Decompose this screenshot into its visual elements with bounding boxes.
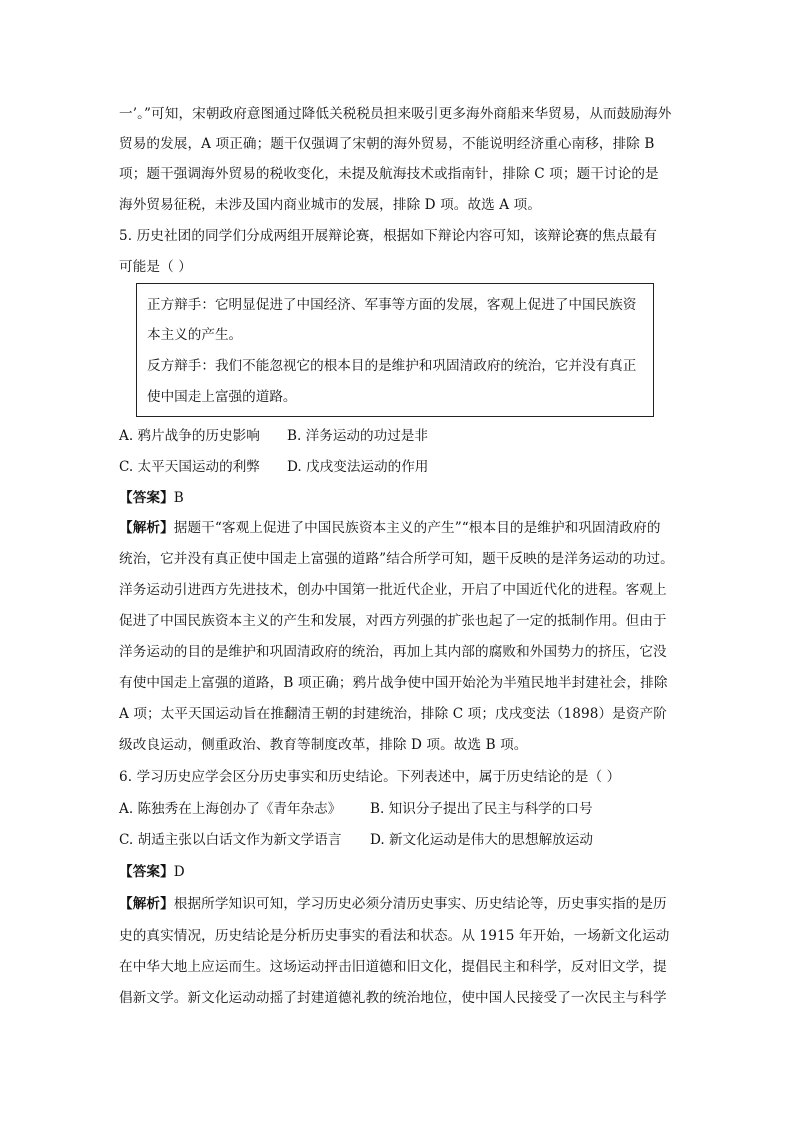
text-line: 海外贸易征税，未涉及国内商业城市的发展，排除 D 项。故选 A 项。 [119,197,542,213]
question-5-stem-cont: 可能是（ ） [119,259,192,275]
question-6-option-a: A. 陈独秀在上海创办了《青年杂志》 [119,801,342,817]
question-6-analysis [119,894,679,914]
question-5-stem: 5. 历史社团的同学们分成两组开展辩论赛，根据如下辩论内容可知，该辩论赛的焦点最有 [119,228,657,244]
question-5-option-c: C. 太平天国运动的利弊 [119,459,260,475]
answer-label: 【答案】 [119,864,174,880]
question-6-option-c: C. 胡适主张以白话文作为新文学语言 [119,832,342,848]
text-line: 项；题干强调海外贸易的税收变化，未提及航海技术或指南针，排除 C 项；题干讨论的是 [119,166,659,182]
answer-label: 【答案】 [119,490,174,506]
analysis-line: 史的真实情况，历史结论是分析历史事实的看法和状态。从 1915 年开始，一场新文化运动 [119,928,670,944]
question-6-option-b: B. 知识分子提出了民主与科学的口号 [370,801,593,817]
debate-line: 反方辩手：我们不能忽视它的根本目的是维护和巩固清政府的统治，它并没有真正 [147,358,637,374]
question-5-option-a: A. 鸦片战争的历史影响 [119,428,260,444]
analysis-line: 统治，它并没有真正使中国走上富强的道路”结合所学可知，题干反映的是洋务运动的功过。 [119,551,674,567]
question-6-option-d: D. 新文化运动是伟大的思想解放运动 [370,832,593,848]
debate-line: 正方辩手：它明显促进了中国经济、军事等方面的发展，客观上促进了中国民族资 [147,297,637,313]
analysis-text: 据题干“客观上促进了中国民族资本主义的产生”“根本目的是维护和巩固清政府的 [173,520,661,536]
question-6-stem: 6. 学习历史应学会区分历史事实和历史结论。下列表述中，属于历史结论的是（ ） [119,769,621,785]
analysis-line: 有使中国走上富强的道路，B 项正确；鸦片战争使中国开始沦为半殖民地半封建社会，排除 [119,675,668,691]
text-line: 一’。”可知，宋朝政府意图通过降低关税税员担来吸引更多海外商船来华贸易，从而鼓励海外 [119,106,672,122]
analysis-text: 根据所学知识可知，学习历史必须分清历史事实、历史结论等，历史事实指的是历 [173,896,667,912]
question-5-option-d: D. 戊戌变法运动的作用 [287,459,429,475]
analysis-line: 促进了中国民族资本主义的产生和发展，对西方列强的扩张也起了一定的抵制作用。但由于 [119,613,667,629]
answer-value: D [173,864,185,880]
analysis-line: A 项；太平天国运动旨在推翻清王朝的封建统治，排除 C 项；戊戌变法（1898）是资产阶 [119,706,667,722]
answer-value: B [173,490,184,506]
question-5-analysis [119,518,679,538]
question-6-answer [119,862,679,882]
analysis-line: 洋务运动引进西方先进技术，创办中国第一批近代企业，开启了中国近代化的进程。客观上 [119,582,667,598]
analysis-label: 【解析】 [119,896,174,912]
analysis-line: 洋务运动的目的是维护和巩固清政府的统治，再加上其内部的腐败和外国势力的挤压，它没 [119,644,667,660]
analysis-label: 【解析】 [119,520,174,536]
question-5-option-b: B. 洋务运动的功过是非 [287,428,428,444]
debate-line: 本主义的产生。 [147,327,243,343]
debate-line: 使中国走上富强的道路。 [147,389,297,405]
analysis-line: 倡新文学。新文化运动动摇了封建道德礼教的统治地位，使中国人民接受了一次民主与科学 [119,990,667,1006]
question-5-answer [119,488,679,508]
text-line: 贸易的发展，A 项正确；题干仅强调了宋朝的海外贸易，不能说明经济重心南移，排除 B [119,136,655,152]
analysis-line: 在中华大地上应运而生。这场运动抨击旧道德和旧文化，提倡民主和科学，反对旧文学，提 [119,959,667,975]
debate-box [136,283,654,417]
analysis-line: 级改良运动，侧重政治、教育等制度改革，排除 D 项。故选 B 项。 [119,737,528,753]
